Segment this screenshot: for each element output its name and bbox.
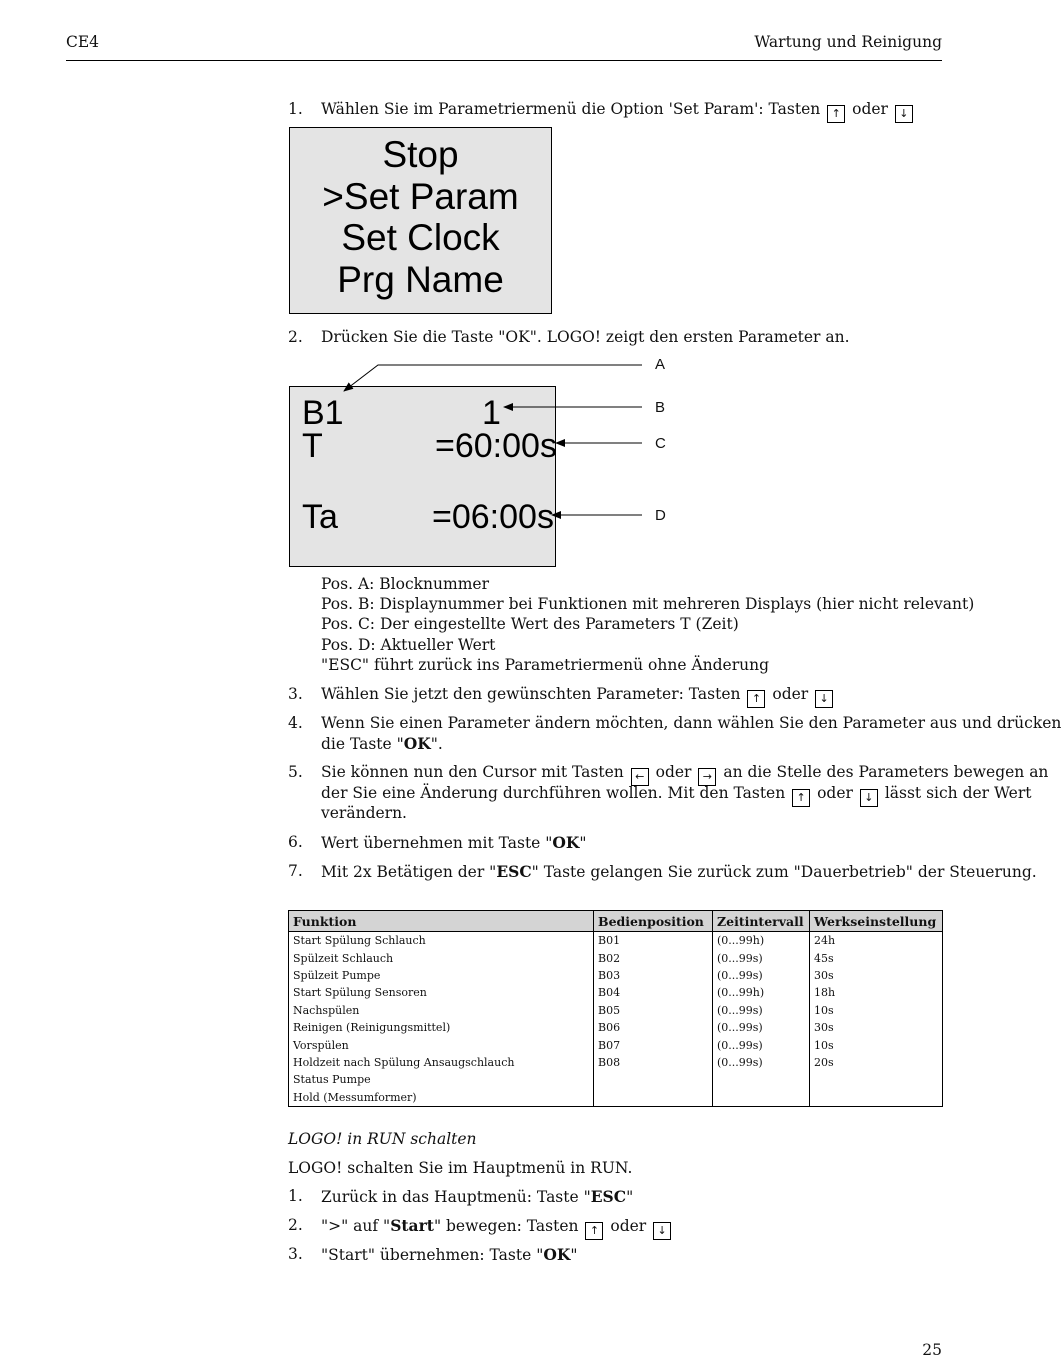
- step-text: Wert übernehmen mit Taste ": [321, 834, 553, 852]
- table-row: [289, 1019, 943, 1036]
- table-cell: B06: [594, 1019, 713, 1036]
- step-text: ">" auf ": [321, 1217, 391, 1235]
- text: " bewegen: Tasten: [433, 1217, 579, 1235]
- ok-key-text: OK: [403, 734, 431, 753]
- menu-line: Stop: [382, 134, 459, 175]
- arrow-down-key-icon: ↓: [860, 789, 878, 807]
- arrow-left-key-icon: ←: [631, 768, 649, 786]
- step-6: [288, 833, 587, 852]
- table-row: [289, 1071, 943, 1088]
- text: ": [626, 1188, 634, 1206]
- step-text: Zurück in das Hauptmenü: Taste ": [321, 1188, 591, 1206]
- column-header: Werkseinstellung: [809, 911, 942, 932]
- table-cell: Vorspülen: [289, 1036, 594, 1053]
- step-3: [288, 685, 835, 708]
- position-c-text: Pos. C: Der eingestellte Wert des Parameters T (Zeit): [321, 615, 739, 633]
- table-cell: B01: [594, 932, 713, 950]
- arrow-up-key-icon: ↑: [827, 105, 845, 123]
- table-cell: [809, 1071, 942, 1088]
- table-cell: B07: [594, 1036, 713, 1053]
- or-text: oder: [610, 1217, 647, 1235]
- table-cell: B02: [594, 949, 713, 966]
- table-cell: (0...99h): [713, 932, 810, 950]
- arrow-down-key-icon: ↓: [653, 1222, 671, 1240]
- position-b-text: Pos. B: Displaynummer bei Funktionen mit mehreren Displays (hier nicht relevant): [321, 595, 975, 613]
- header-right: Wartung und Reinigung: [754, 33, 942, 51]
- header-left: CE4: [66, 33, 100, 51]
- table-cell: B05: [594, 1002, 713, 1019]
- menu-line: Prg Name: [337, 258, 504, 300]
- or-text: oder: [655, 763, 692, 781]
- esc-key-text: ESC: [496, 862, 532, 881]
- ok-key-text: OK: [543, 1245, 571, 1264]
- step-number: 2.: [288, 1216, 303, 1234]
- menu-line: Set Clock: [341, 217, 500, 258]
- table-cell: 30s: [809, 967, 942, 984]
- text: ": [579, 834, 587, 852]
- start-text: Start: [390, 1216, 434, 1235]
- table-cell: Start Spülung Sensoren: [289, 984, 594, 1001]
- table-cell: 18h: [809, 984, 942, 1001]
- table-cell: Hold (Messumformer): [289, 1089, 594, 1107]
- page-number: 25: [922, 1341, 942, 1359]
- step-number: 3.: [288, 1245, 303, 1263]
- table-cell: (0...99s): [713, 1019, 810, 1036]
- parameter-table: [288, 910, 943, 1107]
- callout-a-arrow: [344, 365, 642, 391]
- ok-key-text: OK: [552, 833, 580, 852]
- or-text: oder: [772, 685, 809, 703]
- step-text: Mit 2x Betätigen der ": [321, 863, 497, 881]
- step-5-cont2: verändern.: [321, 804, 407, 822]
- step-number: 5.: [288, 763, 303, 781]
- step-5: [288, 763, 1048, 786]
- step-text: Wenn Sie einen Parameter ändern möchten, dann wählen Sie den Parameter aus und drücken: [321, 714, 1061, 732]
- text: die Taste ": [321, 735, 404, 753]
- step-4-cont: [321, 734, 443, 753]
- table-cell: 10s: [809, 1036, 942, 1053]
- or-text: oder: [852, 100, 888, 118]
- column-header: Funktion: [289, 911, 594, 932]
- run-step-1: [288, 1187, 633, 1206]
- text: ".: [430, 735, 443, 753]
- table-cell: (0...99s): [713, 1054, 810, 1071]
- step-text: "Start" übernehmen: Taste ": [321, 1246, 544, 1264]
- step-2: [288, 328, 850, 346]
- run-step-2: [288, 1216, 673, 1240]
- table-cell: (0...99h): [713, 984, 810, 1001]
- column-header: Bedienposition: [594, 911, 713, 932]
- arrow-down-key-icon: ↓: [895, 105, 913, 123]
- param-label-ta: Ta: [302, 498, 338, 536]
- table-row: [289, 949, 943, 966]
- step-number: 7.: [288, 862, 303, 880]
- step-text: Wählen Sie jetzt den gewünschten Parameter: Tasten: [321, 685, 741, 703]
- table-cell: (0...99s): [713, 949, 810, 966]
- step-number: 4.: [288, 714, 303, 732]
- position-a-text: Pos. A: Blocknummer: [321, 575, 489, 593]
- table-row: [289, 1036, 943, 1053]
- run-step-3: [288, 1245, 577, 1264]
- position-d-text: Pos. D: Aktueller Wert: [321, 636, 496, 654]
- callout-d-label: D: [655, 507, 666, 524]
- table-row: [289, 1054, 943, 1071]
- table-cell: Nachspülen: [289, 1002, 594, 1019]
- table-cell: [594, 1089, 713, 1107]
- table-row: [289, 1002, 943, 1019]
- step-text: Drücken Sie die Taste "OK". LOGO! zeigt den ersten Parameter an.: [321, 328, 850, 346]
- arrow-down-key-icon: ↓: [815, 690, 833, 708]
- table-row: [289, 1089, 943, 1107]
- table-cell: [713, 1071, 810, 1088]
- table-cell: 24h: [809, 932, 942, 950]
- table-cell: B03: [594, 967, 713, 984]
- arrow-up-key-icon: ↑: [747, 690, 765, 708]
- esc-key-text: ESC: [590, 1187, 627, 1206]
- block-number: B1: [302, 394, 344, 432]
- table-cell: Reinigen (Reinigungsmittel): [289, 1019, 594, 1036]
- param-value-ta: =06:00s: [432, 498, 554, 536]
- table-cell: (0...99s): [713, 1002, 810, 1019]
- table-cell: [809, 1089, 942, 1107]
- header-rule: [66, 60, 942, 61]
- step-5-cont: [321, 784, 1032, 807]
- esc-note: "ESC" führt zurück ins Parametriermenü ohne Änderung: [321, 656, 770, 674]
- table-cell: 30s: [809, 1019, 942, 1036]
- menu-line: >Set Param: [322, 175, 519, 217]
- step-text: Wählen Sie im Parametriermenü die Option 'Set Param': Tasten: [321, 100, 821, 118]
- display-number: 1: [482, 394, 501, 432]
- step-text: an die Stelle des Parameters bewegen an: [723, 763, 1049, 781]
- table-cell: B08: [594, 1054, 713, 1071]
- step-number: 2.: [288, 328, 303, 346]
- param-value-t: =60:00s: [435, 427, 557, 465]
- table-cell: 20s: [809, 1054, 942, 1071]
- arrow-up-key-icon: ↑: [585, 1222, 603, 1240]
- table-cell: (0...99s): [713, 1036, 810, 1053]
- callout-b-label: B: [655, 399, 666, 416]
- step-7: [288, 862, 1037, 881]
- table-cell: Start Spülung Schlauch: [289, 932, 594, 950]
- table-cell: 10s: [809, 1002, 942, 1019]
- arrow-up-key-icon: ↑: [792, 789, 810, 807]
- table-row: [289, 984, 943, 1001]
- step-number: 1.: [288, 100, 303, 118]
- step-4: [288, 714, 1061, 732]
- step-text: der Sie eine Änderung durchführen wollen. Mit den Tasten: [321, 784, 786, 802]
- column-header: Zeitintervall: [713, 911, 810, 932]
- step-1: [288, 100, 915, 123]
- step-number: 6.: [288, 833, 303, 851]
- table-cell: B04: [594, 984, 713, 1001]
- table-row: [289, 932, 943, 950]
- table-cell: Spülzeit Pumpe: [289, 967, 594, 984]
- callout-c-label: C: [655, 435, 666, 452]
- table-cell: [713, 1089, 810, 1107]
- step-number: 1.: [288, 1187, 303, 1205]
- table-cell: 45s: [809, 949, 942, 966]
- step-text: Sie können nun den Cursor mit Tasten: [321, 763, 624, 781]
- table-cell: Holdzeit nach Spülung Ansaugschlauch: [289, 1054, 594, 1071]
- text: " Taste gelangen Sie zurück zum "Dauerbetrieb" der Steuerung.: [531, 863, 1037, 881]
- run-section-intro: LOGO! schalten Sie im Hauptmenü in RUN.: [288, 1159, 633, 1177]
- callout-arrows: [330, 355, 650, 535]
- table-cell: [594, 1071, 713, 1088]
- menu-display: [289, 127, 552, 314]
- param-label-t: T: [302, 427, 323, 465]
- text: ": [570, 1246, 578, 1264]
- table-row: [289, 967, 943, 984]
- callout-a-label: A: [655, 356, 666, 373]
- step-number: 3.: [288, 685, 303, 703]
- table-cell: (0...99s): [713, 967, 810, 984]
- or-text: oder: [817, 784, 853, 802]
- table-cell: Status Pumpe: [289, 1071, 594, 1088]
- arrow-right-key-icon: →: [698, 768, 716, 786]
- step-text: lässt sich der Wert: [884, 784, 1032, 802]
- table-header-row: [289, 911, 943, 932]
- table-cell: Spülzeit Schlauch: [289, 949, 594, 966]
- run-section-heading: LOGO! in RUN schalten: [288, 1130, 477, 1148]
